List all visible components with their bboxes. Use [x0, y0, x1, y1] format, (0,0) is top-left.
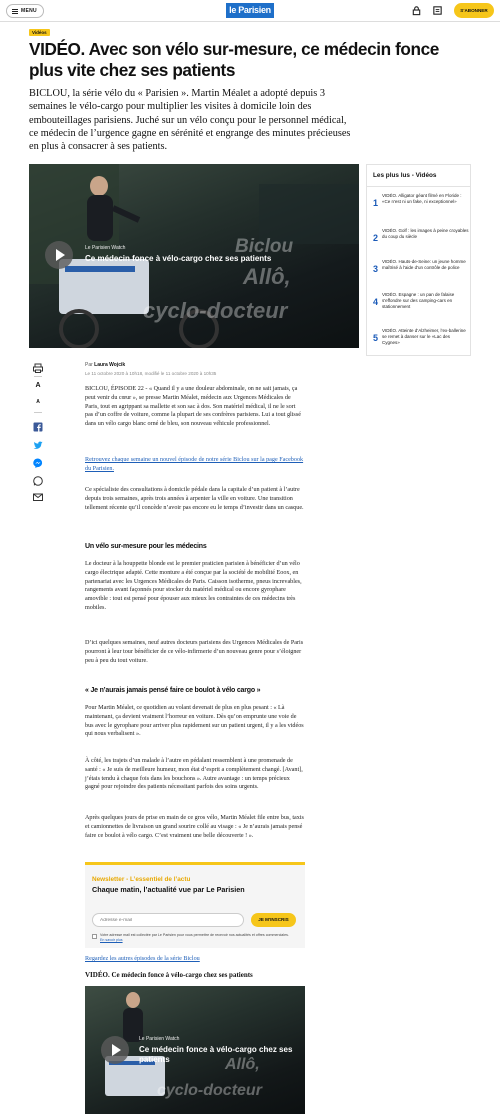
printer-icon[interactable] [32, 362, 44, 374]
consent-checkbox[interactable] [92, 934, 97, 939]
paragraph: D’ici quelques semaines, neuf autres docteurs parisiens des Urgences Médicales de Paris pourront à leur tour bénéficier de ce vélo-infirmerie d’un nouveau genre pour s’éloigner peu à peu du tout voiture. [85, 640, 304, 664]
main-video-player[interactable] [29, 164, 359, 348]
sidebar-item-text: VIDÉO. Golf : les images à peine croyables du coup du siècle [382, 228, 469, 239]
paragraph: Le docteur à la houppette blonde est le premier praticien parisien à bénéficier d’un vélo cargo électrique adapté. Cette monture a été conçue par la société de mobilité Eoox, en partenariat avec les Urgences Médicales de Paris. Caisson isotherme, pneus increvables, rangements avant façonnés pour stocker du matériel médical ou encore gyrophare amovible : tout est pensé pour épouser aux mieux les contraintes de ces médecins très mobiles. [85, 561, 302, 611]
rail-divider [34, 376, 42, 377]
twitter-icon[interactable] [32, 439, 44, 451]
byline [85, 362, 125, 368]
sidebar-item-number: 1 [373, 198, 379, 208]
newsletter-box [85, 862, 305, 948]
publish-dates: Le 11 octobre 2020 à 10h18, modifié le 11 octobre 2020 à 10h35 [85, 371, 217, 376]
learn-more-link[interactable]: En savoir plus [100, 937, 123, 942]
subscribe-button[interactable]: S'ABONNER [454, 3, 494, 18]
sidebar-title: Les plus lus - Vidéos [367, 165, 470, 187]
second-video-heading: VIDÉO. Ce médecin fonce à vélo-cargo chez ses patients [85, 971, 253, 979]
sidebar-item[interactable] [373, 259, 469, 274]
play-button[interactable] [45, 241, 73, 269]
sidebar-item-number: 5 [373, 333, 379, 343]
sidebar-item-number: 3 [373, 264, 379, 274]
menu-button[interactable] [6, 4, 44, 18]
messenger-icon[interactable] [32, 457, 44, 469]
whatsapp-icon[interactable] [32, 475, 44, 487]
paragraph: BICLOU, ÉPISODE 22 - « Quand il y a une douleur abdominale, on ne sait jamais, ça peut venir du cœur », se presse Martin Méalet, médecin aux Urgences Médicales de Paris, tout en agrippant sa mallette et son sac à dos. Son matériel médical, il ne le sort pas d’un coffre de voiture, comme la plupart de ses confrères parisiens. Lui a tout glissé dans un vélo cargo blanc orné de bleu, son nouveau véhicule professionnel. [85, 386, 301, 428]
site-logo[interactable]: le Parisien [226, 3, 274, 18]
newsletter-headline: Chaque matin, l’actualité vue par Le Parisien [92, 885, 245, 894]
sidebar-item[interactable] [373, 228, 469, 243]
paragraph: À côté, les trajets d’un malade à l’autre en pédalant ressemblent à une promenade de santé : « Je suis de meilleure humeur, mon état d’esprit a complètement changé. [Avant], j’étais tendu à chaque fois dans les bouchons ». Autre avantage : un temps précieux gagné pour rejoindre des patients nécessitant parfois des soins urgents. [85, 758, 303, 791]
sidebar-item[interactable] [373, 328, 469, 346]
play-button[interactable] [101, 1036, 129, 1064]
video-title: Ce médecin fonce à vélo-cargo chez ses patients [139, 1045, 293, 1064]
top-bar [0, 0, 500, 22]
more-episodes-link[interactable]: Regardez les autres épisodes de la série Biclou [85, 956, 200, 962]
sidebar-item-text: VIDÉO. Espagne : un pan de falaise s'effondre sur des camping-cars en stationnement [382, 292, 455, 309]
sidebar-item-number: 2 [373, 233, 379, 243]
email-input[interactable] [92, 913, 244, 927]
paragraph: Après quelques jours de prise en main de ce gros vélo, Martin Méalet file entre bus, taxis et camionnettes de livraison un grand sourire collé au visage : « Je n’aurais jamais pensé faire ce boulot à vélo cargo. C’est vraiment une belle découverte ! ». [85, 815, 304, 839]
sidebar-item-text: VIDÉO. Alligator géant filmé en Floride : «Ce n'est ni un fake, ni exceptionnel» [382, 193, 462, 204]
sidebar-item-text: VIDÉO. Atteinte d’Alzheimer, l’ex-ballerine se remet à danser sur le «Lac des Cygnes» [382, 328, 466, 345]
byline-prefix: Par [85, 362, 93, 368]
paragraph: Pour Martin Méalet, ce quotidien au volant devenait de plus en plus pesant : « Là maintenant, ça devient vraiment l’horreur en voiture. Dès qu’on emprunte une voie de bus avec le gyrophare pour arriver plus rapidement sur un patient urgent, il y a les vidéos qui nous verbalisent ». [85, 705, 304, 738]
account-icon[interactable] [411, 5, 422, 16]
watermark-allo: Allô, [225, 1056, 260, 1073]
sidebar-item-text: VIDÉO. Hauts-de-Seine: un jeune homme maîtrisé à l'aide d'un contrôle de police [382, 259, 466, 270]
consent-body: Votre adresse mail est collectée par Le Parisien pour vous permettre de recevoir nos actualités et offres commerciales. [100, 933, 289, 937]
video-source: Le Parisien Watch [85, 245, 126, 251]
most-read-sidebar [366, 164, 471, 356]
subheading: Un vélo sur-mesure pour les médecins [85, 543, 207, 550]
facebook-series-link[interactable]: Retrouvez chaque semaine un nouvel épisode de notre série Biclou sur la page Facebook du Parisien. [85, 457, 304, 472]
consent-text [100, 933, 290, 942]
paragraph: Ce spécialiste des consultations à domicile pédale dans la capitale d’un patient à l’autre depuis trois semaines, après trois années à arpenter la ville en voiture. Une transition tellement récente qu’il concède n’avoir pas encore eu le temps d’investir dans un casque. [85, 487, 304, 511]
font-decrease-button[interactable]: A [36, 399, 40, 405]
newsletter-kicker: Newsletter - L’essentiel de l’actu [92, 876, 191, 883]
video-title: Ce médecin fonce à vélo-cargo chez ses patients [85, 254, 272, 263]
author-link[interactable]: Laura Wojcik [94, 362, 126, 368]
watermark-allo: Allô, [243, 264, 291, 289]
video-source: Le Parisien Watch [139, 1036, 180, 1042]
font-increase-button[interactable]: A [35, 381, 41, 389]
sidebar-item-number: 4 [373, 297, 379, 307]
sidebar-item[interactable] [373, 292, 469, 310]
article-lead: BICLOU, la série vélo du « Parisien ». Martin Méalet a adopté depuis 3 semaines le vélo-cargo pour multiplier les visites à domicile loin des embouteillages parisiens. Juché sur un vélo conçu pour le personnel médical, ce médecin de l’urgence gagne en sérénité et engrange des minutes précieuses en plus à consacrer à ses patients. [29, 88, 351, 153]
menu-label: MENU [21, 8, 37, 14]
hamburger-icon [12, 9, 18, 14]
watermark-cyclo-docteur: cyclo-docteur [143, 298, 288, 323]
article-title: VIDÉO. Avec son vélo sur-mesure, ce médecin fonce plus vite chez ses patients [29, 39, 439, 80]
sidebar-item[interactable] [373, 193, 469, 208]
watermark-cyclo-docteur: cyclo-docteur [157, 1082, 262, 1099]
subscribe-newsletter-button[interactable]: JE M'INSCRIS [251, 913, 296, 927]
second-video-player[interactable] [85, 986, 305, 1114]
subheading: « Je n’aurais jamais pensé faire ce boulot à vélo cargo » [85, 687, 261, 694]
rail-divider [34, 412, 42, 413]
category-tag[interactable]: Vidéos [29, 29, 50, 36]
newspaper-icon[interactable] [432, 5, 443, 16]
email-icon[interactable] [32, 491, 44, 503]
facebook-icon[interactable] [32, 421, 44, 433]
watermark-biclou: Biclou [235, 236, 294, 257]
